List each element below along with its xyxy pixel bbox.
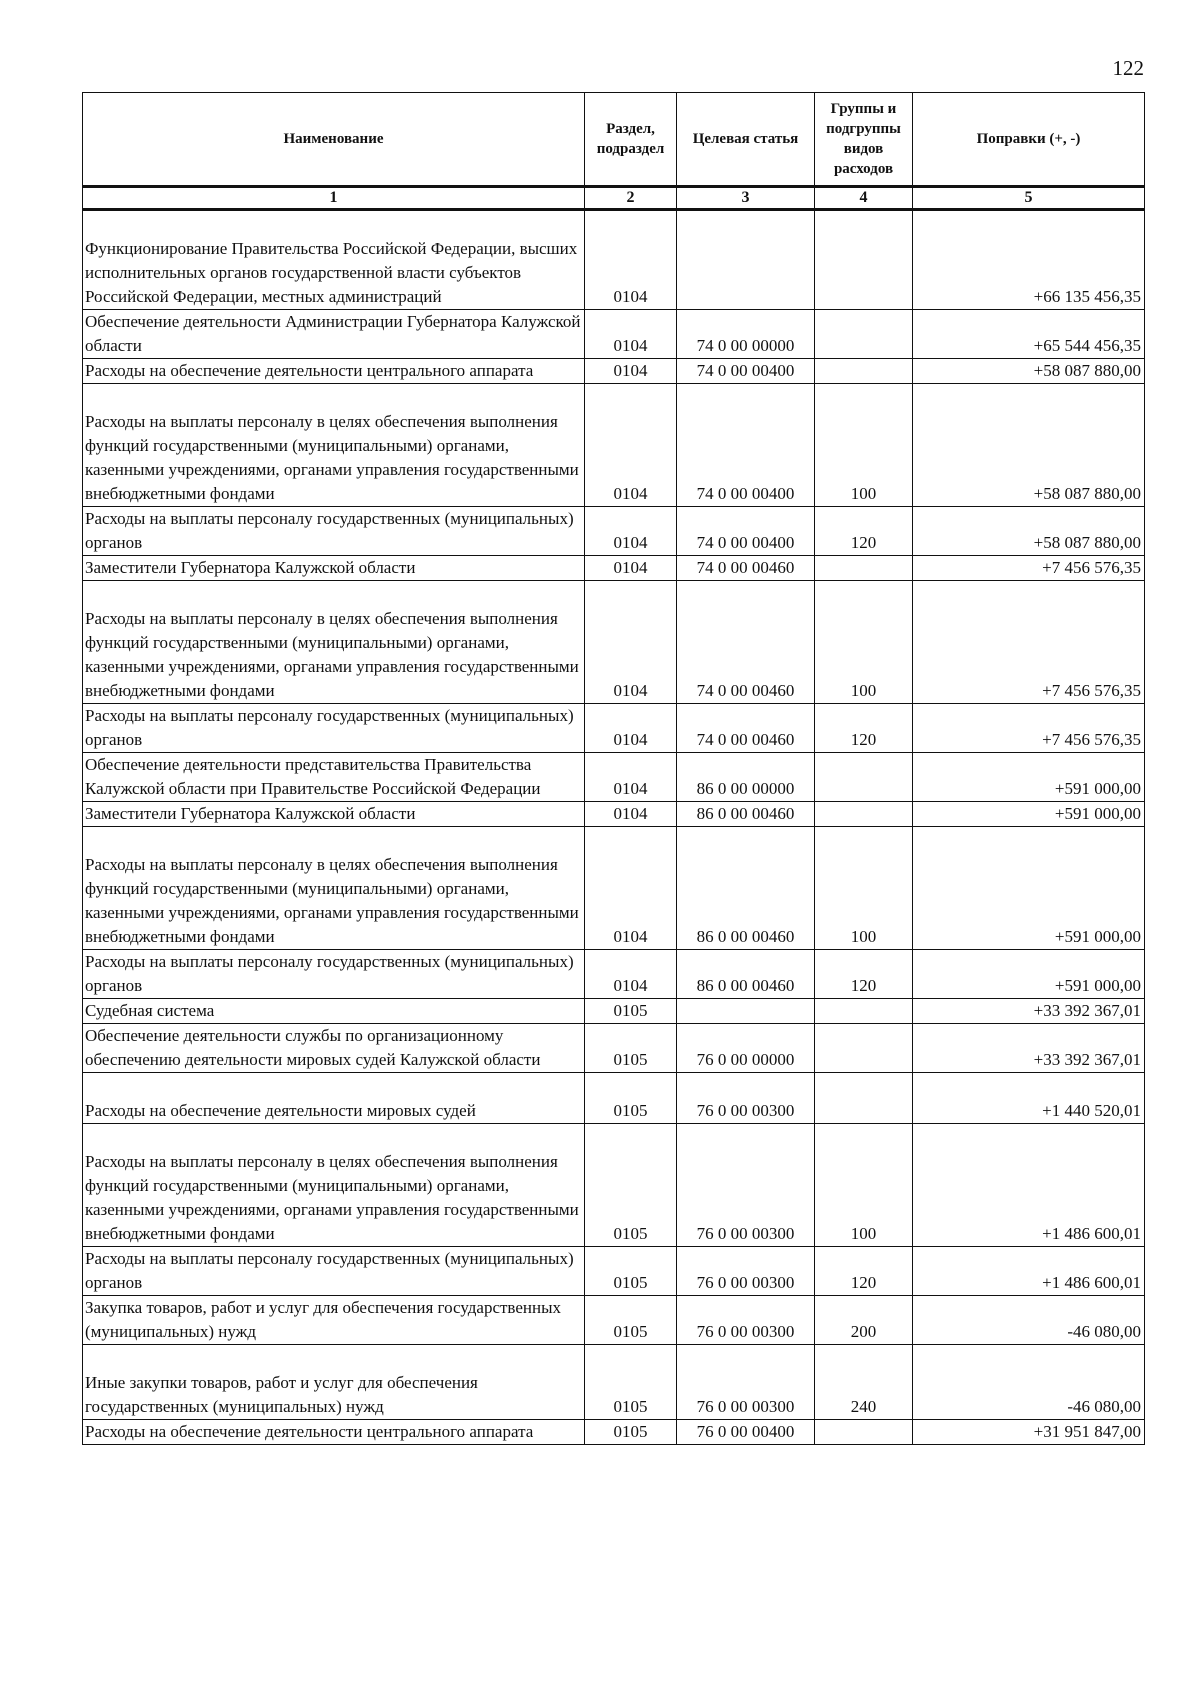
- row-target: 74 0 00 00400: [677, 507, 815, 556]
- table-row: [83, 853, 1145, 950]
- spacer-row: [83, 1345, 1145, 1372]
- row-amount: +33 392 367,01: [913, 999, 1145, 1024]
- spacer-row: [83, 581, 1145, 608]
- row-section: 0105: [585, 1099, 677, 1124]
- row-section: 0105: [585, 1296, 677, 1345]
- row-section: 0105: [585, 1371, 677, 1420]
- row-amount: +31 951 847,00: [913, 1420, 1145, 1445]
- row-section: 0104: [585, 410, 677, 507]
- row-group: [815, 1420, 913, 1445]
- row-group: 120: [815, 704, 913, 753]
- row-target: 86 0 00 00000: [677, 753, 815, 802]
- table-row: [83, 704, 1145, 753]
- row-group: [815, 999, 913, 1024]
- row-name: Заместители Губернатора Калужской области: [83, 556, 585, 581]
- row-name: Расходы на выплаты персоналу в целях обеспечения выполнения функций государственными (муниципальными) органами, казенными учреждениями, органами управления государственными внебюджетными фондами: [83, 410, 585, 507]
- table-row: [83, 802, 1145, 827]
- row-section: 0104: [585, 753, 677, 802]
- row-section: 0104: [585, 507, 677, 556]
- row-name: Расходы на выплаты персоналу государственных (муниципальных) органов: [83, 507, 585, 556]
- row-section: 0105: [585, 1420, 677, 1445]
- table-row: [83, 556, 1145, 581]
- row-group: 120: [815, 950, 913, 999]
- row-name: Расходы на обеспечение деятельности центрального аппарата: [83, 359, 585, 384]
- row-target: 74 0 00 00400: [677, 410, 815, 507]
- row-name: Расходы на выплаты персоналу государственных (муниципальных) органов: [83, 704, 585, 753]
- row-section: 0104: [585, 853, 677, 950]
- spacer-row: [83, 1124, 1145, 1151]
- row-group: [815, 237, 913, 310]
- table-body: [83, 210, 1145, 1445]
- row-name: Заместители Губернатора Калужской области: [83, 802, 585, 827]
- header-row: [83, 93, 1145, 187]
- row-amount: +1 486 600,01: [913, 1150, 1145, 1247]
- row-target: 74 0 00 00400: [677, 359, 815, 384]
- row-target: 76 0 00 00300: [677, 1150, 815, 1247]
- column-number: 5: [913, 187, 1145, 210]
- header-target: Целевая статья: [677, 93, 815, 187]
- row-target: 74 0 00 00460: [677, 607, 815, 704]
- row-group: 120: [815, 1247, 913, 1296]
- table-row: [83, 950, 1145, 999]
- row-amount: +1 486 600,01: [913, 1247, 1145, 1296]
- row-name: Расходы на выплаты персоналу государственных (муниципальных) органов: [83, 1247, 585, 1296]
- table-row: [83, 1296, 1145, 1345]
- table-row: [83, 1371, 1145, 1420]
- row-amount: +58 087 880,00: [913, 507, 1145, 556]
- budget-amendments-table: [82, 92, 1145, 1445]
- row-group: 120: [815, 507, 913, 556]
- table-row: [83, 237, 1145, 310]
- row-section: 0104: [585, 237, 677, 310]
- row-group: [815, 1024, 913, 1073]
- row-group: 100: [815, 410, 913, 507]
- header-amendments: Поправки (+, -): [913, 93, 1145, 187]
- row-amount: +58 087 880,00: [913, 359, 1145, 384]
- row-target: 76 0 00 00300: [677, 1099, 815, 1124]
- row-amount: +33 392 367,01: [913, 1024, 1145, 1073]
- row-name: Расходы на обеспечение деятельности мировых судей: [83, 1099, 585, 1124]
- row-target: 74 0 00 00460: [677, 556, 815, 581]
- row-group: [815, 310, 913, 359]
- table-row: [83, 1024, 1145, 1073]
- table-row: [83, 507, 1145, 556]
- row-section: 0104: [585, 704, 677, 753]
- row-amount: +58 087 880,00: [913, 410, 1145, 507]
- row-name: Обеспечение деятельности Администрации Губернатора Калужской области: [83, 310, 585, 359]
- spacer-row: [83, 210, 1145, 238]
- header-section: Раздел, подраздел: [585, 93, 677, 187]
- row-section: 0104: [585, 950, 677, 999]
- row-group: 240: [815, 1371, 913, 1420]
- row-amount: +591 000,00: [913, 853, 1145, 950]
- row-section: 0104: [585, 556, 677, 581]
- column-number: 3: [677, 187, 815, 210]
- row-section: 0105: [585, 1150, 677, 1247]
- row-group: 100: [815, 1150, 913, 1247]
- row-group: 100: [815, 607, 913, 704]
- row-target: 76 0 00 00300: [677, 1371, 815, 1420]
- row-target: 74 0 00 00000: [677, 310, 815, 359]
- row-section: 0104: [585, 359, 677, 384]
- row-target: 86 0 00 00460: [677, 853, 815, 950]
- row-name: Обеспечение деятельности представительства Правительства Калужской области при Правительстве Российской Федерации: [83, 753, 585, 802]
- header-groups: Группы и подгруппы видов расходов: [815, 93, 913, 187]
- row-amount: +591 000,00: [913, 753, 1145, 802]
- table-row: [83, 999, 1145, 1024]
- table-row: [83, 310, 1145, 359]
- row-name: Расходы на выплаты персоналу в целях обеспечения выполнения функций государственными (муниципальными) органами, казенными учреждениями, органами управления государственными внебюджетными фондами: [83, 1150, 585, 1247]
- table-row: [83, 753, 1145, 802]
- spacer-row: [83, 384, 1145, 411]
- row-amount: +591 000,00: [913, 802, 1145, 827]
- row-target: 74 0 00 00460: [677, 704, 815, 753]
- row-target: [677, 999, 815, 1024]
- row-amount: -46 080,00: [913, 1296, 1145, 1345]
- row-section: 0105: [585, 999, 677, 1024]
- row-group: [815, 1099, 913, 1124]
- row-target: 76 0 00 00000: [677, 1024, 815, 1073]
- row-amount: +7 456 576,35: [913, 607, 1145, 704]
- column-number: 1: [83, 187, 585, 210]
- row-section: 0105: [585, 1024, 677, 1073]
- column-number: 2: [585, 187, 677, 210]
- row-target: 86 0 00 00460: [677, 950, 815, 999]
- header-name: Наименование: [83, 93, 585, 187]
- row-name: Расходы на обеспечение деятельности центрального аппарата: [83, 1420, 585, 1445]
- row-name: Закупка товаров, работ и услуг для обеспечения государственных (муниципальных) нужд: [83, 1296, 585, 1345]
- row-section: 0104: [585, 802, 677, 827]
- table-row: [83, 1247, 1145, 1296]
- table-row: [83, 607, 1145, 704]
- page-number: 122: [1112, 56, 1144, 80]
- spacer-row: [83, 827, 1145, 854]
- row-target: 76 0 00 00300: [677, 1247, 815, 1296]
- row-name: Расходы на выплаты персоналу в целях обеспечения выполнения функций государственными (муниципальными) органами, казенными учреждениями, органами управления государственными внебюджетными фондами: [83, 853, 585, 950]
- row-amount: +7 456 576,35: [913, 556, 1145, 581]
- table-row: [83, 359, 1145, 384]
- row-group: [815, 359, 913, 384]
- row-target: 76 0 00 00400: [677, 1420, 815, 1445]
- row-section: 0105: [585, 1247, 677, 1296]
- column-number: 4: [815, 187, 913, 210]
- row-target: 76 0 00 00300: [677, 1296, 815, 1345]
- row-amount: +7 456 576,35: [913, 704, 1145, 753]
- row-target: 86 0 00 00460: [677, 802, 815, 827]
- row-name: Расходы на выплаты персоналу в целях обеспечения выполнения функций государственными (муниципальными) органами, казенными учреждениями, органами управления государственными внебюджетными фондами: [83, 607, 585, 704]
- row-group: [815, 802, 913, 827]
- row-name: Иные закупки товаров, работ и услуг для обеспечения государственных (муниципальных) нужд: [83, 1371, 585, 1420]
- row-amount: +65 544 456,35: [913, 310, 1145, 359]
- row-name: Судебная система: [83, 999, 585, 1024]
- row-amount: +66 135 456,35: [913, 237, 1145, 310]
- row-amount: -46 080,00: [913, 1371, 1145, 1420]
- row-group: [815, 556, 913, 581]
- row-name: Расходы на выплаты персоналу государственных (муниципальных) органов: [83, 950, 585, 999]
- row-amount: +1 440 520,01: [913, 1099, 1145, 1124]
- table-row: [83, 1420, 1145, 1445]
- column-number-row: [83, 187, 1145, 210]
- spacer-row: [83, 1073, 1145, 1100]
- row-section: 0104: [585, 607, 677, 704]
- table-row: [83, 410, 1145, 507]
- row-name: Обеспечение деятельности службы по организационному обеспечению деятельности мировых судей Калужской области: [83, 1024, 585, 1073]
- row-name: Функционирование Правительства Российской Федерации, высших исполнительных органов государственной власти субъектов Российской Федерации, местных администраций: [83, 237, 585, 310]
- row-amount: +591 000,00: [913, 950, 1145, 999]
- row-group: 100: [815, 853, 913, 950]
- row-group: 200: [815, 1296, 913, 1345]
- row-target: [677, 237, 815, 310]
- table-row: [83, 1150, 1145, 1247]
- row-section: 0104: [585, 310, 677, 359]
- table-row: [83, 1099, 1145, 1124]
- row-group: [815, 753, 913, 802]
